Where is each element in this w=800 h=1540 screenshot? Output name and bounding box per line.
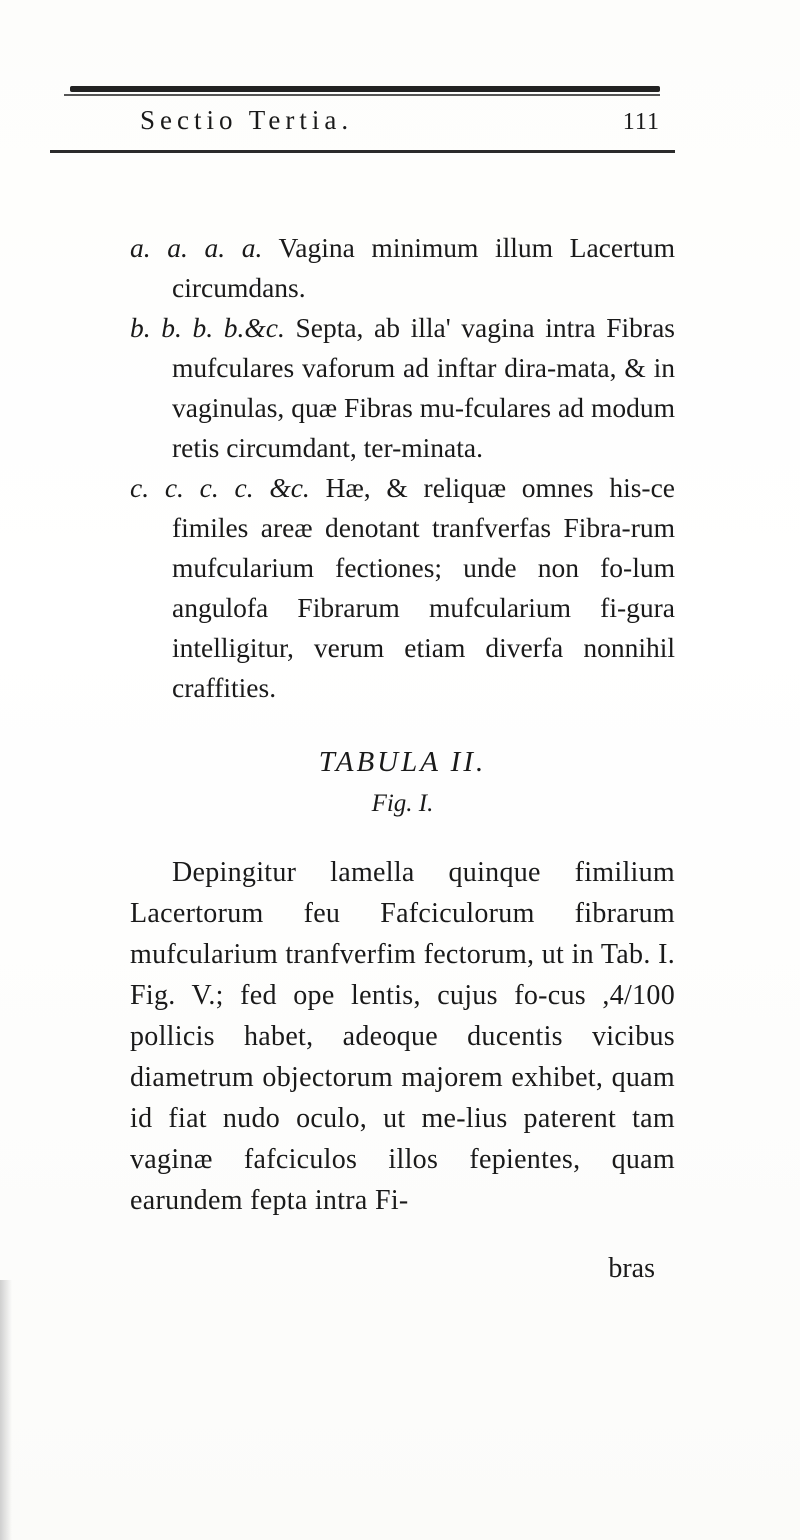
figure-title: Fig. I. (371, 790, 434, 817)
running-head (140, 105, 660, 145)
description-paragraph: Depingitur lamella quinque fimilium Lacertorum feu Fafciculorum fibrarum mufcularium tranfverfim fectorum, ut in Tab. I. Fig. V.; fed ope lentis, cujus fo-cus ,4/100 pollicis habet, adeoque ducentis vicibus diametrum objectorum majorem exhibet, quam id fiat nudo oculo, ut me-lius paterent tam vaginæ fafciculos illos fepientes, quam earundem fepta intra Fi- (130, 857, 675, 1216)
catchword: bras (608, 1253, 655, 1284)
legend-text: Hæ, & reliquæ omnes his-ce fimiles areæ denotant tranfverfas Fibra-rum mufcularium fectiones; unde non fo-lum angulofa Fibrarum mufcularium fi-gura intelligitur, verum etiam diverfa nonnihil craffities. (172, 472, 676, 703)
legend-letters: a. a. a. a. (130, 232, 263, 263)
legend-text: Septa, ab illa' vagina intra Fibras mufculares vaforum ad inftar dira-mata, & in vaginulas, quæ Fibras mu-fculares ad modum retis circumdant, ter-minata. (172, 312, 675, 463)
legend-entry-a (130, 228, 675, 308)
legend-entry-c (130, 468, 675, 708)
legend-entry-b (130, 308, 675, 468)
header-rule (50, 150, 675, 153)
binding-shadow (0, 1280, 12, 1540)
legend-letters: b. b. b. b.&c. (130, 312, 285, 343)
top-border-rule-thin (64, 94, 660, 96)
legend-text: Vagina minimum illum Lacertum circumdans. (172, 232, 676, 303)
text-body (130, 228, 675, 1289)
tabula-title: TABULA II. (318, 746, 487, 778)
running-title: Sectio Tertia. (140, 105, 354, 135)
legend-letters: c. c. c. c. &c. (130, 472, 310, 503)
top-border-rule (70, 86, 660, 92)
page-number: 111 (622, 109, 660, 135)
